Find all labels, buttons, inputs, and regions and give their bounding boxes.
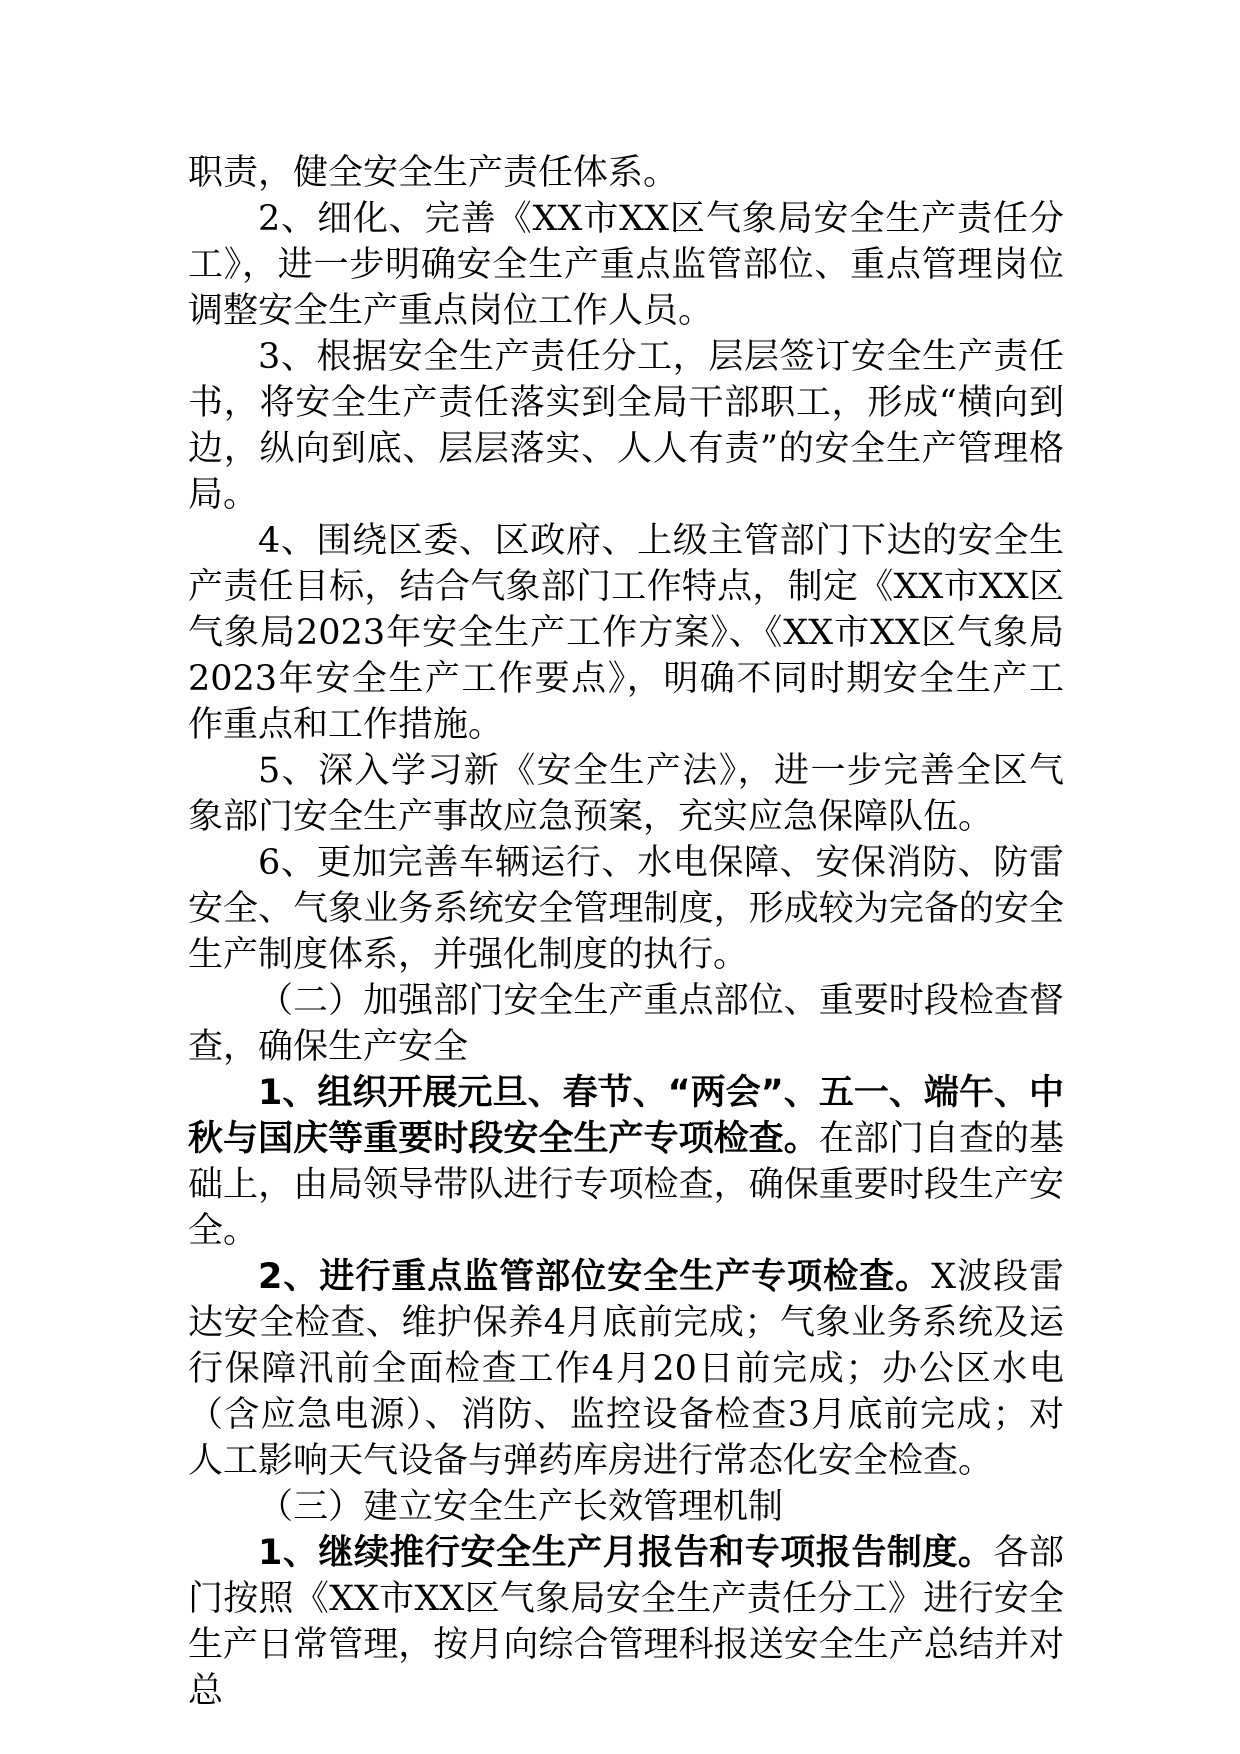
paragraph-lead: 1、组织开展元旦、春节、“两会”、五一、端午、中秋与国庆等重要时段安全生产专项检查。 (188, 1073, 1064, 1159)
paragraph-item-6 (188, 840, 1064, 978)
paragraph-text: 3、根据安全生产责任分工，层层签订安全生产责任书，将安全生产责任落实到全局干部职工，形成“横向到边，纵向到底、层层落实、人人有责”的安全生产管理格局。 (188, 337, 1064, 515)
paragraph-text: 各部门按照《XX市XX区气象局安全生产责任分工》进行安全生产日常管理，按月向综合管理科报送安全生产总结并对总 (188, 1533, 1064, 1711)
paragraph-check-holidays (188, 1070, 1064, 1254)
paragraph-lead: 2、进行重点监管部位安全生产专项检查。 (258, 1257, 932, 1297)
paragraph-text: 6、更加完善车辆运行、水电保障、安保消防、防雷安全、气象业务系统安全管理制度，形成较为完备的安全生产制度体系，并强化制度的执行。 (188, 843, 1064, 975)
paragraph-item-5 (188, 748, 1064, 840)
paragraph-text: 在部门自查的基础上，由局领导带队进行专项检查，确保重要时段生产安全。 (188, 1119, 1064, 1251)
section-heading-3 (188, 1484, 1064, 1530)
paragraph-check-key-sites (188, 1254, 1064, 1484)
paragraph-text: X波段雷达安全检查、维护保养4月底前完成；气象业务系统及运行保障汛前全面检查工作4月20日前完成；办公区水电（含应急电源）、消防、监控设备检查3月底前完成；对人工影响天气设备与弹药库房进行常态化安全检查。 (188, 1257, 1065, 1481)
paragraph-text: 5、深入学习新《安全生产法》，进一步完善全区气象部门安全生产事故应急预案，充实应急保障队伍。 (188, 751, 1064, 837)
paragraph-text: 4、围绕区委、区政府、上级主管部门下达的安全生产责任目标，结合气象部门工作特点，制定《XX市XX区气象局2023年安全生产工作方案》、《XX市XX区气象局2023年安全生产工作要点》，明确不同时期安全生产工作重点和工作措施。 (188, 521, 1064, 745)
paragraph-text: 2、细化、完善《XX市XX区气象局安全生产责任分工》，进一步明确安全生产重点监管部位、重点管理岗位调整安全生产重点岗位工作人员。 (188, 199, 1064, 331)
section-heading-2 (188, 978, 1064, 1070)
section-heading-text: （二）加强部门安全生产重点部位、重要时段检查督查，确保生产安全 (188, 981, 1064, 1067)
paragraph-item-4 (188, 518, 1064, 748)
document-page (188, 150, 1064, 1714)
paragraph-lead: 1、继续推行安全生产月报告和专项报告制度。 (258, 1533, 994, 1573)
paragraph-item-2 (188, 196, 1064, 334)
paragraph-monthly-report (188, 1530, 1064, 1714)
section-heading-text: （三）建立安全生产长效管理机制 (258, 1487, 784, 1527)
paragraph-text: 职责，健全安全生产责任体系。 (188, 153, 679, 193)
paragraph-continuation (188, 150, 1064, 196)
paragraph-item-3 (188, 334, 1064, 518)
